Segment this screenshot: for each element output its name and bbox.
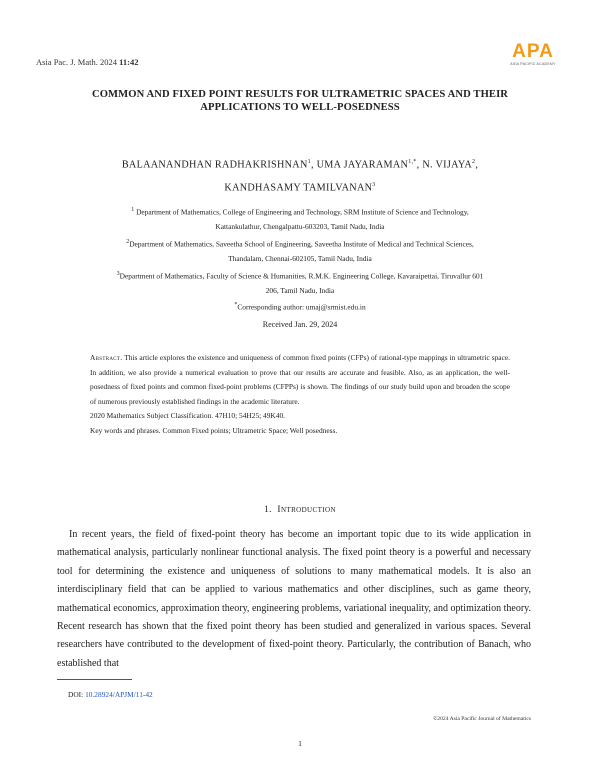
- journal-citation: [36, 57, 138, 67]
- apa-logo: [500, 43, 566, 66]
- affiliation-2: $^2$Department of Mathematics, Saveetha School of Engineering, Saveetha Institute of Medical and Technical Sciences, Thandalam, Chennai-602105, Tamil Nadu, India: [126, 239, 474, 264]
- author-2-sup: 1,*: [408, 159, 417, 165]
- section-title: Introduction: [277, 505, 336, 515]
- section-number: 1.: [264, 505, 272, 515]
- author-list: BALAANANDHAN RADHAKRISHNAN$^1$, UMA $JAYARAMAN^{1,*}$, N. VIJAYA$^2$, KANDHASAMY TAMILVANAN$^3$: [121, 159, 479, 194]
- doi-footnote: [68, 690, 153, 699]
- title-line-1: COMMON AND FIXED POINT RESULTS FOR ULTRAMETRIC SPACES AND THEIR: [91, 89, 509, 100]
- section-heading: [40, 505, 560, 515]
- author-4-sup: 3: [372, 182, 376, 189]
- page-number: 1: [298, 739, 302, 748]
- author-3: N. VIJAYA: [422, 159, 472, 171]
- copyright-notice: ©2024 Asia Pacific Journal of Mathematics: [433, 716, 531, 722]
- footnote-rule: [57, 679, 132, 680]
- affiliation-3: $^3$Department of Mathematics, Faculty of Science & Humanities, R.M.K. Engineering College, Kavaraipettai, Tiruvallur 601 206, Tamil Nadu, India: [116, 271, 484, 296]
- title-line-2: APPLICATIONS TO WELL-POSEDNESS: [200, 102, 400, 113]
- affiliation-1: $^1$ Department of Mathematics, College of Engineering and Technology, SRM Institute of Science and Technology, Kattankulathur, Chengalpattu-603203, Tamil Nadu, India: [131, 207, 469, 232]
- doi-label: DOI:: [68, 690, 84, 699]
- abstract: [90, 351, 510, 439]
- abstract-text: This article explores the existence and uniqueness of common fixed points (CFPs) of rational-type mappings in ultrametric space. In addition, we also provide a numerical evaluation to prove that our results are accurate and feasible. Also, as an application, the well-posedness of fixed points and common fixed-point problems (CFPPs) is shown. The findings of our study build upon and broaden the scope of numerous previously established findings in the academic literature.: [90, 353, 510, 406]
- introduction-text: In recent years, the field of fixed-point theory has become an important topic due to its wide application in mathematical analysis, particularly nonlinear functional analysis. The fixed point theory is a powerful and necessary tool for determining the existence and uniqueness of solutions to many mathematical models. It is also an interdisciplinary field that can be applied to various mathematics and other disciplines, such as game theory, mathematical economics, approximation theory, engineering problems, variational inequality, and optimization theory. Recent research has shown that the fixed point theory has been studied and generalized in various spaces. Several researchers have contributed to the development of fixed-point theory. Particularly, the contribution of Banach, who established that: [57, 529, 531, 669]
- article-number: 11:42: [119, 57, 139, 67]
- abstract-body: [90, 351, 510, 409]
- introduction-paragraph: [57, 526, 531, 673]
- author-1: BALAANANDHAN RADHAKRISHNAN: [121, 159, 308, 171]
- doi-link[interactable]: 10.28924/APJM/11-42: [85, 690, 153, 699]
- author-2: UMA JAYARAMAN: [316, 159, 409, 171]
- journal-name: Asia Pac. J. Math. 2024: [36, 57, 117, 67]
- received-date: Received Jan. 29, 2024: [262, 320, 338, 329]
- author-1-sup: 1: [307, 159, 311, 165]
- abstract-label: Abstract.: [90, 353, 123, 362]
- keywords: Key words and phrases. Common Fixed points; Ultrametric Space; Well posedness.: [90, 425, 338, 435]
- author-4: KANDHASAMY TAMILVANAN: [224, 182, 373, 194]
- logo-subtitle: ASIA PACIFIC ACADEMY: [510, 62, 556, 66]
- msc-classification: 2020 Mathematics Subject Classification. 47H10; 54H25; 49K40.: [90, 411, 286, 421]
- author-3-sup: 2: [472, 159, 476, 165]
- corresponding-author: *Corresponding author: umaj@srmist.edu.in: [234, 302, 366, 312]
- paper-title: [40, 88, 560, 114]
- logo-text: APA: [512, 41, 554, 62]
